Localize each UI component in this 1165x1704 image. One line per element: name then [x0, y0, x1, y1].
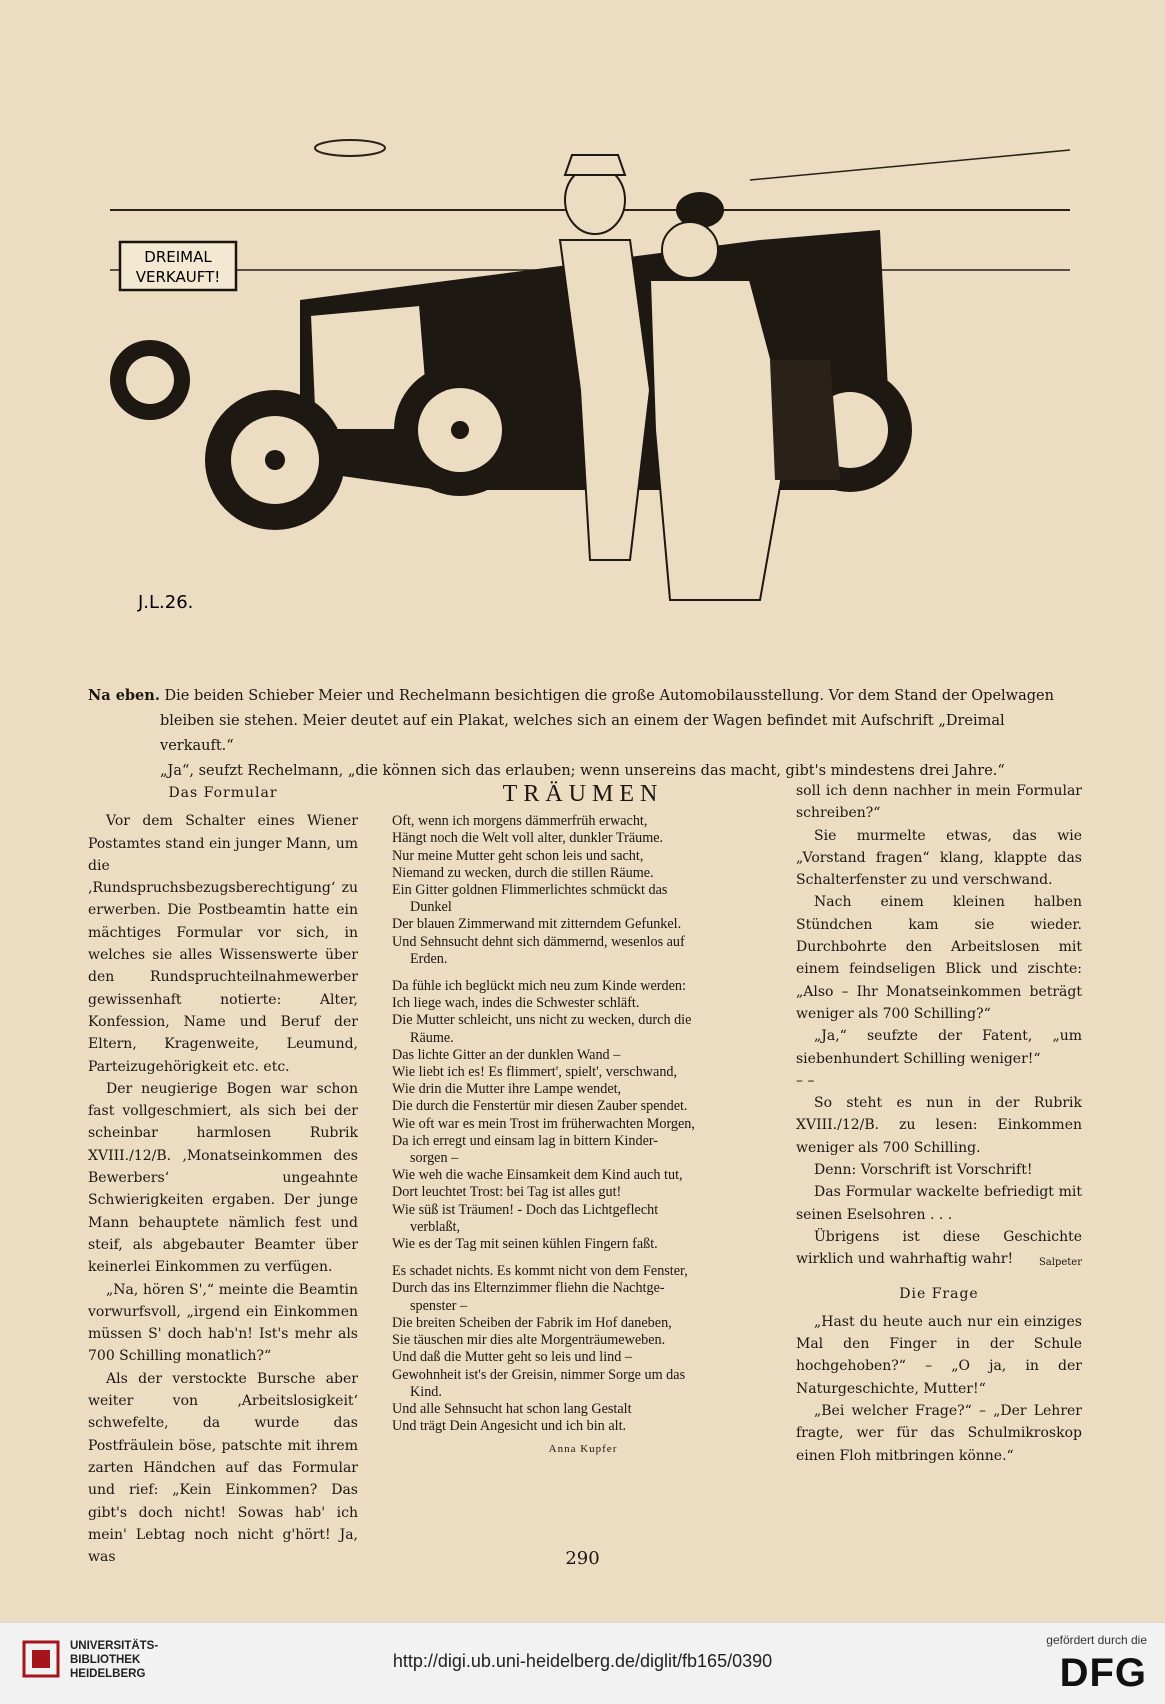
dfg-logo: DFG — [1059, 1651, 1147, 1695]
poem-line: Die durch die Fenstertür mir diesen Zauber spendet. — [392, 1098, 688, 1115]
poem-line: Wie es der Tag mit seinen kühlen Fingern faßt. — [392, 1236, 658, 1253]
poem-line: Es schadet nichts. Es kommt nicht von dem Fenster, — [392, 1263, 688, 1280]
paragraph — [796, 1226, 1082, 1271]
paragraph: „Na, hören S',“ meinte die Beamtin vorwurfsvoll, „irgend ein Einkommen müssen S' doch hab'n! Ist's mehr als 700 Schilling monatlich?“ — [88, 1281, 358, 1365]
paragraph: „Hast du heute auch nur ein einziges Mal den Finger in der Schule hochgehoben?“ – „O ja, in der Naturgeschichte, Mutter!“ — [796, 1313, 1082, 1397]
caption-line-2: bleiben sie stehen. Meier deutet auf ein Plakat, welches sich an einem der Wagen befindet mit Aufschrift „Dreimal verkauft.“ — [160, 713, 1005, 754]
paragraph: Das Formular wackelte befriedigt mit seinen Eselsohren . . . — [796, 1184, 1082, 1223]
page-number: 290 — [565, 1548, 600, 1569]
poem-line: Oft, wenn ich morgens dämmerfrüh erwacht, — [392, 813, 648, 830]
illustration-caption — [88, 683, 1078, 784]
paragraph: Vor dem Schalter eines Wiener Postamtes stand ein junger Mann, um die ‚Rundspruchsbezugsberechtigung‘ zu erwerben. Die Postbeamtin hatte ein mächtiges Formular vor sich, in welches sie alles Wissenswerte über den Rundspruchteilnahmewerber gewissenhaft notierte: Alter, Konfession, Name und Beruf der Eltern, Kragenweite, Leumund, Parteizugehörigkeit etc. etc. — [88, 813, 358, 1075]
paragraph-text: Übrigens ist diese Geschichte wirklich und wahrhaftig wahr! — [796, 1228, 1082, 1268]
poem-line: Räume. — [410, 1029, 454, 1046]
poem-stanza — [392, 813, 774, 968]
poem-title: TRÄUMEN — [502, 781, 664, 807]
heading-die-frage: Die Frage — [899, 1285, 979, 1302]
poem-line: Dunkel — [410, 899, 452, 916]
footer-bar — [0, 1622, 1165, 1704]
poem-author: Anna Kupfer — [548, 1443, 618, 1456]
funding-note: gefördert durch die — [1046, 1633, 1147, 1647]
poem-line: Wie drin die Mutter ihre Lampe wendet, — [392, 1081, 622, 1098]
poem-line: Wie weh die wache Einsamkeit dem Kind auch tut, — [392, 1167, 683, 1184]
poem-line: Und trägt Dein Angesicht und ich bin alt. — [392, 1418, 627, 1435]
left-column — [88, 780, 358, 1568]
poem-line: Ein Gitter goldnen Flimmerlichtes schmückt das — [392, 882, 668, 899]
poem-line: Wie oft war es mein Trost im früherwachten Morgen, — [392, 1115, 695, 1132]
poem-line: Erden. — [410, 950, 448, 967]
poem-line: Dort leuchtet Trost: bei Tag ist alles gut! — [392, 1184, 622, 1201]
institution-name: UNIVERSITÄTS- BIBLIOTHEK HEIDELBERG — [70, 1640, 159, 1680]
sign-line-2: VERKAUFT! — [135, 268, 221, 286]
poem-line: Das lichte Gitter an der dunklen Wand – — [392, 1046, 621, 1063]
poem-line: sorgen – — [410, 1150, 459, 1167]
right-column — [796, 780, 1082, 1467]
paragraph: soll ich denn nachher in mein Formular schreiben?“ — [796, 783, 1082, 822]
poem-line: Niemand zu wecken, durch die stillen Räume. — [392, 864, 654, 881]
poem-line: Hängt noch die Welt voll alter, dunkler Träume. — [392, 830, 664, 847]
poem-line: Nur meine Mutter geht schon leis und sacht, — [392, 847, 644, 864]
poem-line: Sie täuschen mir dies alte Morgenträumeweben. — [392, 1332, 666, 1349]
paragraph: Als der verstockte Bursche aber weiter von ‚Arbeitslosigkeit‘ schwefelte, da wurde das Postfräulein böse, patschte mit ihrem zarten Händchen auf das Formular und rief: „Kein Einkommen? Das gibt's doch nicht! Sowas hab' ich mein' Lebtag noch nicht g'hört! Ja, was — [88, 1370, 358, 1566]
paragraph: „Ja,“ seufzte der Fatent, „um siebenhundert Schilling weniger!“ — [796, 1028, 1082, 1067]
poem-line: Die breiten Scheiben der Fabrik im Hof daneben, — [392, 1314, 672, 1331]
poem-line: Und alle Sehnsucht hat schon lang Gestalt — [392, 1400, 632, 1417]
poem-line: Und daß die Mutter geht so leis und lind – — [392, 1349, 632, 1366]
paragraph: Denn: Vorschrift ist Vorschrift! — [814, 1162, 1033, 1179]
source-url-link[interactable]: http://digi.ub.uni-heidelberg.de/diglit/fb165/0390 — [392, 1651, 773, 1671]
artist-signature: J.L.26. — [138, 592, 194, 613]
poem-line: Wie süß ist Träumen! - Doch das Lichtgeflecht — [392, 1201, 659, 1218]
poem-line: Kind. — [410, 1383, 442, 1400]
paragraph: Nach einem kleinen halben Stündchen kam sie wieder. Durchbohrte den Arbeitslosen mit einem feindseligen Blick und zischte: „Also – Ihr Monatseinkommen beträgt weniger als 700 Schilling?“ — [796, 894, 1082, 1022]
poem-line: Da ich erregt und einsam lag in bittern Kinder- — [392, 1132, 659, 1149]
poem-line: Wie liebt ich es! Es flimmert', spielt', verschwand, — [392, 1064, 678, 1081]
poem-line: verblaßt, — [410, 1218, 461, 1235]
poem-line: Durch das ins Elternzimmer fliehn die Nachtge- — [392, 1280, 665, 1297]
poem-line: spenster – — [410, 1297, 468, 1314]
caption-line-3: „Ja“, seufzt Rechelmann, „die können sich das erlauben; wenn unsereins das macht, gibt's mindestens drei Jahre.“ — [160, 763, 1005, 779]
paragraph: So steht es nun in der Rubrik XVIII./12/B. zu lesen: Einkommen weniger als 700 Schilling. — [796, 1095, 1082, 1156]
author-signature: Salpeter — [1038, 1257, 1082, 1269]
heading-das-formular: Das Formular — [168, 785, 278, 801]
sign-line-1: DREIMAL — [144, 248, 212, 266]
caption-lead: Na eben. — [88, 687, 160, 704]
poem-line: Und Sehnsucht dehnt sich dämmernd, wesenlos auf — [392, 933, 685, 950]
poem-line: Die Mutter schleicht, uns nicht zu wecken, durch die — [392, 1012, 692, 1029]
paragraph: Sie murmelte etwas, das wie „Vorstand fragen“ klang, klappte das Schalterfenster zu und verschwand. — [796, 827, 1082, 889]
caption-line-1: Die beiden Schieber Meier und Rechelmann besichtigen die große Automobilausstellung. Vor dem Stand der Opelwagen — [164, 688, 1054, 704]
poem-line: Da fühle ich beglückt mich neu zum Kinde werden: — [392, 978, 686, 995]
poem-line: Ich liege wach, indes die Schwester schläft. — [392, 995, 640, 1012]
poem-stanza — [392, 978, 774, 1253]
paragraph: Der neugierige Bogen war schon fast vollgeschmiert, als sich bei der scheinbar harmlosen Rubrik XVIII./12/B. ‚Monatseinkommen des Bewerbers‘ ungeahnte Schwierigkeiten ergaben. Der junge Mann behauptete nämlich fest und steif, als abgebauter Beamter über keinerlei Einkommen zu verfügen. — [88, 1080, 358, 1276]
car-show-illustration — [110, 130, 1070, 650]
poem-line: Gewohnheit ist's der Greisin, nimmer Sorge um das — [392, 1366, 686, 1383]
separator: – – — [796, 1072, 815, 1089]
poem-column — [392, 780, 774, 1459]
poem-stanza — [392, 1263, 774, 1435]
poem-line: Der blauen Zimmerwand mit zitterndem Gefunkel. — [392, 916, 682, 933]
paragraph: „Bei welcher Frage?“ – „Der Lehrer fragte, wer für das Schulmikroskop einen Floh mitbringen könne.“ — [796, 1403, 1082, 1464]
